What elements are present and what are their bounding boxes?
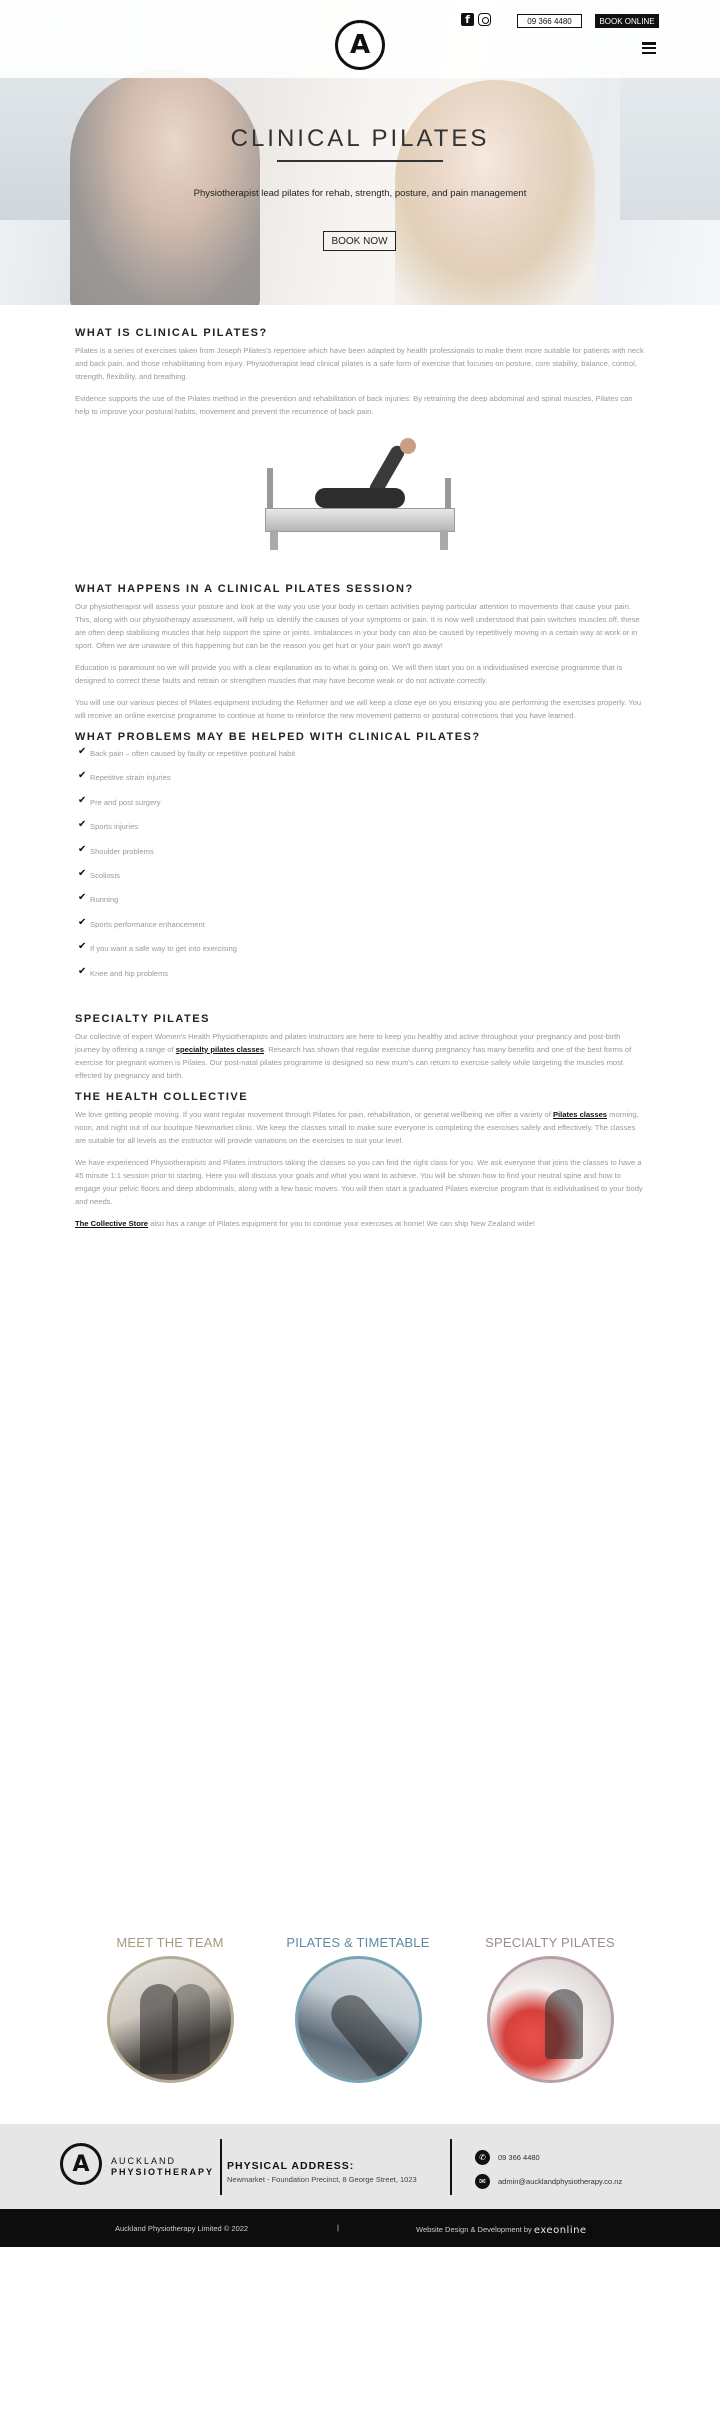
site-footer	[0, 2124, 720, 2209]
check-icon: ✔	[78, 794, 87, 806]
separator: |	[337, 2223, 339, 2232]
problems-list	[78, 746, 645, 993]
bottom-bar	[0, 2209, 720, 2247]
meet-the-team-card[interactable]	[90, 1935, 250, 2083]
section-heading: WHAT PROBLEMS MAY BE HELPED WITH CLINICAL PILATES?	[75, 731, 481, 743]
paragraph: The Collective Store also has a range of Pilates equipment for you to continue your exercises at home! We can ship New Zealand wide!	[75, 1218, 535, 1228]
section-problems	[75, 731, 645, 993]
list-item: ✔ Running	[78, 892, 119, 905]
pilates-timetable-card[interactable]	[278, 1935, 438, 2083]
email-icon: ✉	[475, 2174, 490, 2189]
list-item: ✔ Shoulder problems	[78, 843, 154, 856]
developer-credit[interactable]: Website Design & Development by exeonline	[416, 2225, 587, 2236]
list-item: ✔ If you want a safe way to get into exercising	[78, 941, 237, 954]
list-item: ✔ Back pain – often caused by faulty or repetitive postural habit	[78, 746, 296, 758]
check-icon: ✔	[78, 941, 87, 953]
section-heading: WHAT HAPPENS IN A CLINICAL PILATES SESSION?	[75, 583, 414, 595]
specialty-classes-link[interactable]: specialty pilates classes	[175, 1044, 264, 1054]
feature-links	[0, 1935, 720, 2105]
section-collective	[75, 1091, 645, 1230]
instagram-icon[interactable]	[478, 13, 491, 26]
section-specialty	[75, 1013, 645, 1082]
list-item: ✔ Pre and post surgery	[78, 794, 161, 807]
hero-divider	[277, 160, 443, 162]
card-title: PILATES & TIMETABLE	[286, 1935, 430, 1950]
paragraph: You will use our various pieces of Pilates equipment including the Reformer and we will keep a close eye on you ensuring you are performing the exercises properly. You will receive an online exercise programme to continue at home to reinforce the new movement patterns or postural corrections that you have learned.	[75, 698, 642, 720]
check-icon: ✔	[78, 746, 87, 757]
address-title: PHYSICAL ADDRESS:	[227, 2160, 355, 2172]
paragraph: We have experienced Physiotherapists and Pilates instructors taking the classes so you can find the right class for you. We ask everyone that joins the classes to have a 45 minute 1:1 session prior to starting. Here you will discuss your goals and what you want to achieve. You will be shown how to find your neutral spine and how to engage your pelvic floors and deep abdominals, along with a few basic moves. You will then start a graduated Pilates exercise program that is individualised to your body and needs.	[75, 1157, 643, 1206]
social-links	[461, 13, 491, 26]
facebook-icon[interactable]: f	[461, 13, 474, 26]
check-icon: ✔	[78, 770, 87, 782]
footer-phone[interactable]: ✆ 09 366 4480	[475, 2150, 540, 2165]
address-text: Newmarket - Foundation Precinct, 8 George Street, 1023	[227, 2175, 417, 2184]
footer-email[interactable]: ✉ admin@aucklandphysiotherapy.co.nz	[475, 2174, 622, 2189]
pilates-classes-link[interactable]: Pilates classes	[552, 1109, 608, 1119]
footer-brand: AUCKLAND PHYSIOTHERAPY	[111, 2156, 215, 2177]
section-heading: THE HEALTH COLLECTIVE	[75, 1090, 249, 1103]
hero-title: CLINICAL PILATES	[230, 125, 490, 152]
specialty-pilates-card[interactable]	[470, 1935, 630, 2083]
check-icon: ✔	[78, 965, 87, 977]
main-content	[75, 327, 645, 1239]
hero-book-now-button[interactable]: BOOK NOW	[323, 231, 396, 251]
reformer-image	[255, 428, 465, 563]
paragraph: Pilates is a series of exercises taken from Joseph Pilates's repertoire which have been adapted by health professionals to make them more suitable for patients with neck and back pain, and those rehabilitating from injury. Physiotherapist lead clinical pilates is a safe form of exercise that focuses on posture, core stability, balance, control, strength, flexibility, and breathing.	[75, 346, 644, 381]
developer-logo: exeonline	[533, 2225, 587, 2236]
check-icon: ✔	[78, 819, 87, 831]
check-icon: ✔	[78, 867, 87, 879]
paragraph: Evidence supports the use of the Pilates method in the prevention and rehabilitation of back injuries. By retraining the deep abdominal and spinal muscles, Pilates can help to improve your postural habits, movement and prevent the recurrence of back pain.	[75, 394, 633, 416]
book-online-button[interactable]: BOOK ONLINE	[595, 14, 659, 28]
team-photo[interactable]	[107, 1956, 234, 2083]
list-item: ✔ Scoliosis	[78, 867, 120, 880]
site-header	[0, 0, 720, 80]
site-logo[interactable]: A	[335, 20, 385, 70]
phone-button[interactable]: 09 366 4480	[517, 14, 582, 28]
divider	[220, 2139, 222, 2195]
paragraph: Our physiotherapist will assess your posture and look at the way you use your body in certain activities paying particular attention to movements that cause your pain. This, along with our physiotherapy assessment, will help us identify the causes of your symptoms or pain. It is now well understood that pain switches muscles off, these are often deep stabilising muscles that help support the spine or joints. Imbalances in your body can also be caused by repetitively moving in a certain way at work or in sport. Often we are unaware of this happening but can be the reason you get hurt or your pain won't go away!	[75, 602, 640, 650]
paragraph: We love getting people moving. If you want regular movement through Pilates for pain, rehabilitation, or general wellbeing we offer a variety of Pilates classes morning, noon, and night out of our boutique Newmarket clinic. We keep the classes small to make sure everyone is completing the exercises safely and effectively. The classes are suitable for all levels as the instructor will provide variations on the exercises to suit your level.	[75, 1109, 639, 1145]
timetable-photo[interactable]	[295, 1956, 422, 2083]
section-what-is	[75, 327, 645, 418]
check-icon: ✔	[78, 843, 87, 855]
check-icon: ✔	[78, 892, 87, 904]
menu-icon[interactable]	[642, 42, 656, 54]
paragraph: Education is paramount so we will provide you with a clear explanation as to what is going on. We will then start you on a individualised exercise programme that is designed to correct these faults and retrain or strengthen muscles that may have become weak or do not activate correctly.	[75, 663, 623, 685]
card-title: SPECIALTY PILATES	[485, 1935, 615, 1950]
paragraph: Our collective of expert Women's Health Physiotherapists and pilates instructors are here to keep you healthy and active throughout your pregnancy and post-birth journey by offering a range of specialty pilates classes. Research has shown that regular exercise during pregnancy has many benefits and one of the best forms of exercise for pregnant women is Pilates. Our post-natal pilates programme is designed so new mum's can return to exercise safely while targeting the muscles most effected by pregnancy and birth.	[75, 1031, 632, 1080]
card-title: MEET THE TEAM	[116, 1935, 224, 1950]
list-item: ✔ Sports performance enhancement	[78, 916, 205, 929]
section-heading: SPECIALTY PILATES	[75, 1012, 210, 1025]
collective-store-link[interactable]: The Collective Store	[75, 1218, 149, 1228]
list-item: ✔ Sports injuries	[78, 819, 139, 832]
footer-logo[interactable]: A	[60, 2143, 102, 2185]
list-item: ✔ Repetitive strain injuries	[78, 770, 171, 783]
section-session	[75, 583, 645, 722]
list-item: ✔ Knee and hip problems	[78, 965, 169, 978]
hero-subtitle: Physiotherapist lead pilates for rehab, strength, posture, and pain management	[193, 188, 527, 199]
copyright-text: Auckland Physiotherapy Limited © 2022	[115, 2224, 249, 2233]
divider	[450, 2139, 452, 2195]
specialty-photo[interactable]	[487, 1956, 614, 2083]
check-icon: ✔	[78, 916, 87, 928]
section-heading: WHAT IS CLINICAL PILATES?	[75, 327, 268, 339]
phone-icon: ✆	[475, 2150, 490, 2165]
